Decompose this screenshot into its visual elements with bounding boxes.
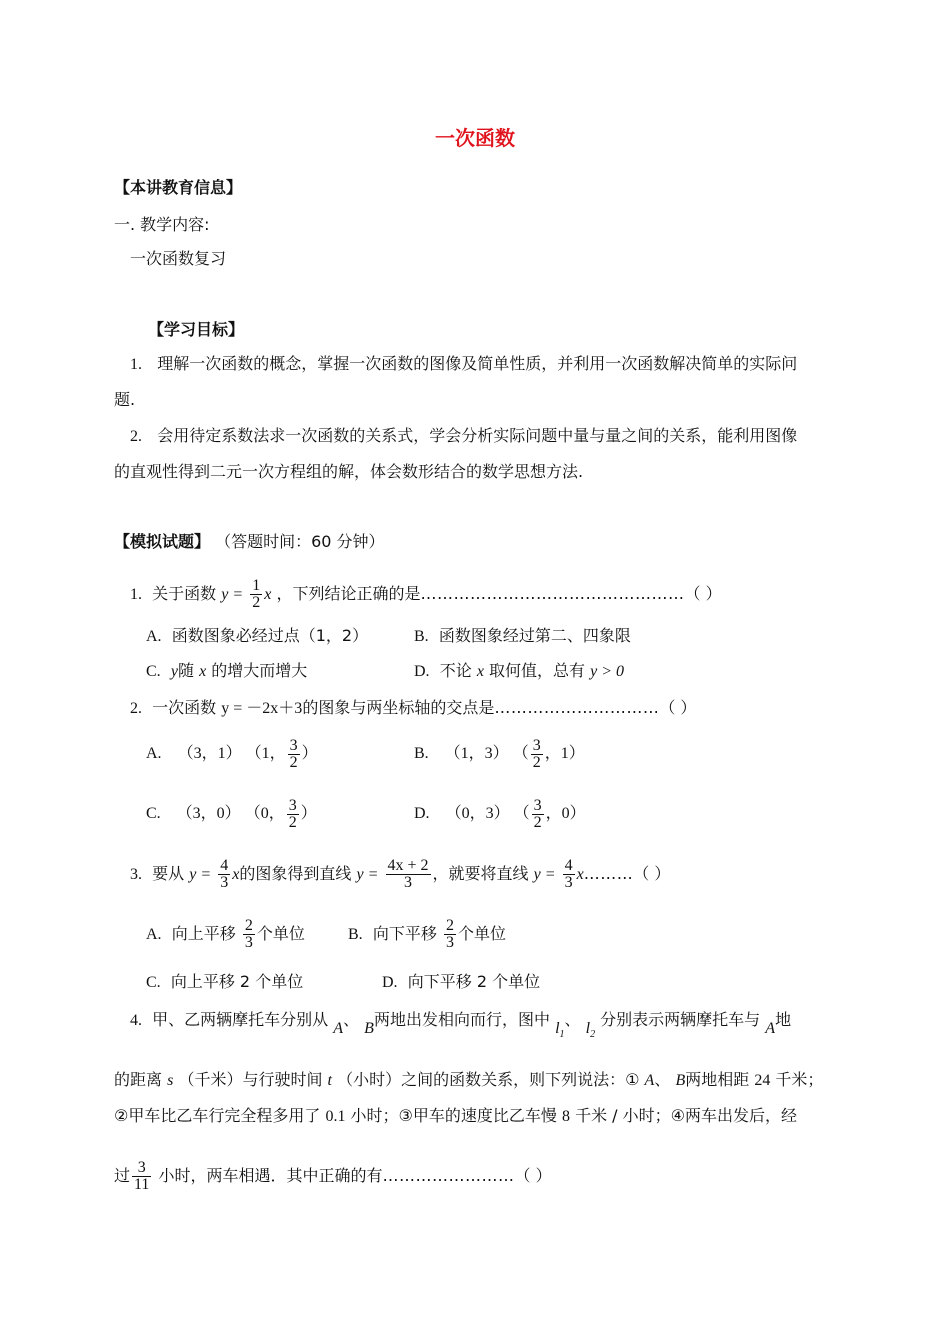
q4-text-distance: 的距离 xyxy=(114,1070,163,1089)
q2-b-point2-open: （ xyxy=(512,745,529,762)
q1-d-expr: y > 0 xyxy=(590,663,625,680)
q3-var-3: x xyxy=(576,866,584,883)
q2-c-point2-close: ） xyxy=(300,805,317,822)
q4-text-a: 甲、乙两辆摩托车分别从 xyxy=(152,1010,329,1029)
q4-l2-letter: l xyxy=(585,1020,591,1037)
q4-l2-sub: 2 xyxy=(590,1029,596,1040)
q2-a-point2-close: ） xyxy=(301,745,318,762)
q2-b-frac-num: 3 xyxy=(532,736,541,754)
q4-text-apart: 两地相距 xyxy=(685,1070,750,1089)
q4-text-speed: 小时；③甲车的速度比乙车慢 xyxy=(350,1106,557,1125)
q1-d-mid: 取何值，总有 xyxy=(489,661,586,680)
q2-d-frac-den: 2 xyxy=(533,813,542,831)
q4-text-relation: （小时）之间的函数关系，则下列说法：① xyxy=(337,1070,640,1089)
q1-frac-den: 2 xyxy=(252,594,261,611)
q1-b-label: B. xyxy=(414,628,429,645)
q1-a-text: 函数图象必经过点（1，2） xyxy=(171,626,369,645)
q4-line-l1 xyxy=(555,1020,565,1040)
q3-f2-den: 3 xyxy=(404,874,413,891)
q2-option-a xyxy=(146,736,318,772)
q1-c-var1: y xyxy=(170,663,178,680)
q2-b-frac-den: 2 xyxy=(532,753,541,771)
q2-d-point2-close: ，0） xyxy=(545,805,586,822)
q3-number: 3. xyxy=(130,866,142,883)
q3-fraction-2 xyxy=(386,858,431,891)
q4-place-a-3: A xyxy=(644,1072,655,1089)
q2-b-fraction xyxy=(531,738,543,771)
q1-option-d xyxy=(414,661,624,682)
q4-number: 4. xyxy=(130,1012,142,1029)
q2-a-point2-open: （1， xyxy=(245,745,286,762)
q4-sep-2: 、 xyxy=(564,1010,581,1029)
q1-answer-paren: （ ） xyxy=(684,584,722,603)
q3-eq2: y = xyxy=(356,866,379,883)
q4-place-a: A xyxy=(333,1020,344,1037)
q3-b-unit: 个单位 xyxy=(457,924,506,943)
q4-text-conclusion: 小时，两车相遇．其中正确的有 xyxy=(158,1166,383,1185)
q3-eq3: y = xyxy=(533,866,556,883)
q2-c-point2-open: （0， xyxy=(244,805,285,822)
q1-d-label: D. xyxy=(414,663,430,680)
q2-d-label: D. xyxy=(414,805,430,822)
q3-fraction-3 xyxy=(563,858,575,891)
q2-a-point1: （3，1） xyxy=(177,745,242,762)
q2-prefix: 一次函数 xyxy=(152,698,217,717)
q2-option-c xyxy=(146,796,317,832)
q4-frac-num: 3 xyxy=(132,1160,151,1177)
q2-option-b xyxy=(414,736,585,772)
q2-c-fraction xyxy=(287,798,299,831)
goal-1-number: 1. xyxy=(130,356,142,373)
q4-text-time: （千米）与行驶时间 xyxy=(178,1070,323,1089)
q3-f3-den: 3 xyxy=(564,874,573,891)
q1-suffix: ，下列结论正确的是 xyxy=(276,584,421,603)
q3-mid2: ，就要将直线 xyxy=(432,864,529,883)
q4-frac-den: 11 xyxy=(134,1176,150,1193)
q3-option-a xyxy=(146,916,305,953)
q2-option-d xyxy=(414,796,586,832)
q3-d-text: 向下平移 2 个单位 xyxy=(407,972,541,991)
q1-c-label: C. xyxy=(146,663,161,680)
q1-var: x xyxy=(264,586,272,603)
q2-a-frac-num: 3 xyxy=(289,736,298,754)
q3-fraction-1 xyxy=(218,858,230,891)
q1-c-var2: x xyxy=(199,663,207,680)
q4-text-km: 千米； xyxy=(775,1070,824,1089)
q4-place-b: B xyxy=(364,1020,374,1037)
q4-sep-3: 、 xyxy=(654,1070,671,1089)
q4-line-l2 xyxy=(585,1020,596,1040)
q1-option-c xyxy=(146,661,307,682)
q3-option-c xyxy=(146,972,303,993)
q2-number: 2. xyxy=(130,700,142,717)
content-topic: 一次函数复习 xyxy=(130,249,227,268)
goal-2-continuation: 的直观性得到二元一次方程组的解，体会数形结合的数学思想方法. xyxy=(114,462,584,481)
q4-fraction xyxy=(132,1160,151,1193)
q1-a-label: A. xyxy=(146,628,162,645)
learning-goals-header: 【学习目标】 xyxy=(148,320,245,339)
q2-b-point1: （1，3） xyxy=(444,745,509,762)
q2-a-fraction xyxy=(288,738,300,771)
goal-2-number: 2. xyxy=(130,428,142,445)
q1-number: 1. xyxy=(130,586,142,603)
q1-c-mid: 随 xyxy=(177,661,194,680)
q3-prefix: 要从 xyxy=(152,864,185,883)
q1-d-pre: 不论 xyxy=(439,661,472,680)
q2-a-frac-den: 2 xyxy=(289,753,298,771)
section-teaching-content: 一. 教学内容: xyxy=(114,215,210,234)
q1-d-var: x xyxy=(476,663,484,680)
exam-header-line xyxy=(114,532,385,552)
q2-suffix: 的图象与两坐标轴的交点是 xyxy=(302,698,495,717)
q3-a-frac-num: 2 xyxy=(244,917,253,934)
q3-eq1: y = xyxy=(189,866,212,883)
goal-1-continuation: 题. xyxy=(114,390,136,409)
q1-b-text: 函数图象经过第二、四象限 xyxy=(438,626,631,645)
q4-place-b-2: B xyxy=(675,1072,686,1089)
q1-dots: ………………………………………… xyxy=(420,584,685,603)
q3-b-frac-num: 2 xyxy=(445,917,454,934)
q4-answer-paren: （ ） xyxy=(514,1166,552,1185)
q3-d-label: D. xyxy=(382,974,398,991)
q4-text-extra-time: ②甲车比乙车行完全程多用了 xyxy=(114,1106,321,1125)
q3-dots: ……… xyxy=(583,864,634,883)
exam-time: （答题时间：60 分钟） xyxy=(215,532,385,551)
q4-dots: …………………… xyxy=(382,1166,515,1185)
q3-f1-den: 3 xyxy=(220,874,229,891)
q3-c-label: C. xyxy=(146,974,161,991)
q3-a-text: 向上平移 xyxy=(171,924,236,943)
q2-d-point1: （0，3） xyxy=(445,805,510,822)
q2-answer-paren: （ ） xyxy=(659,698,697,717)
goal-2 xyxy=(130,426,797,447)
q4-diff-value: 0.1 xyxy=(325,1108,346,1125)
q4-text-meet: 千米 / 小时；④两车出发后，经 xyxy=(575,1106,798,1125)
q4-l1-sub: 1 xyxy=(559,1029,565,1040)
q1-c-text: 的增大而增大 xyxy=(211,661,308,680)
q4-place-a-2: A xyxy=(765,1020,776,1037)
question-1 xyxy=(130,576,722,613)
q1-equation: y = xyxy=(221,586,244,603)
q3-b-frac-den: 3 xyxy=(445,934,454,951)
question-3 xyxy=(130,856,670,893)
question-2 xyxy=(130,698,696,719)
q2-a-label: A. xyxy=(146,745,162,762)
q4-sep: 、 xyxy=(343,1010,360,1029)
q3-a-label: A. xyxy=(146,926,162,943)
page-title: 一次函数 xyxy=(435,126,515,150)
q1-option-a xyxy=(146,626,368,647)
q3-f1-num: 4 xyxy=(220,857,229,874)
q3-b-fraction xyxy=(444,918,456,951)
question-4-line-3 xyxy=(114,1106,797,1127)
q2-b-label: B. xyxy=(414,745,429,762)
q1-frac-num: 1 xyxy=(252,577,261,594)
q4-text-c: 分别表示两辆摩托车与 xyxy=(600,1010,761,1029)
question-4-line-2 xyxy=(114,1070,823,1091)
goal-1 xyxy=(130,354,797,375)
q2-c-point1: （3，0） xyxy=(176,805,241,822)
q1-fraction xyxy=(250,578,262,611)
q1-option-b xyxy=(414,626,631,647)
q1-prefix: 关于函数 xyxy=(152,584,217,603)
q3-f2-num: 4x + 2 xyxy=(387,857,429,874)
question-4-line-4 xyxy=(114,1158,552,1194)
q3-a-unit: 个单位 xyxy=(256,924,305,943)
q3-b-label: B. xyxy=(348,926,363,943)
q3-var-1: x xyxy=(232,866,240,883)
q4-text-b: 两地出发相向而行，图中 xyxy=(373,1010,550,1029)
q3-a-frac-den: 3 xyxy=(244,934,253,951)
q3-answer-paren: （ ） xyxy=(633,864,671,883)
q4-text-after: 过 xyxy=(114,1166,131,1185)
education-info-header: 【本讲教育信息】 xyxy=(114,178,243,197)
q2-d-fraction xyxy=(532,798,544,831)
q3-b-text: 向下平移 xyxy=(372,924,437,943)
q2-equation: y = －2x＋3 xyxy=(221,700,303,717)
q2-dots: ………………………… xyxy=(494,698,660,717)
q2-c-frac-den: 2 xyxy=(288,813,297,831)
q4-distance-value: 24 xyxy=(754,1072,771,1089)
exam-header: 【模拟试题】 xyxy=(114,532,211,551)
q3-option-d xyxy=(382,972,540,993)
q3-f3-num: 4 xyxy=(564,857,573,874)
q3-option-b xyxy=(348,916,506,953)
q2-d-frac-num: 3 xyxy=(533,796,542,814)
q4-var-t: t xyxy=(327,1072,332,1089)
q2-d-point2-open: （ xyxy=(513,805,530,822)
q4-text-d: 地 xyxy=(775,1010,792,1029)
q2-b-point2-close: ，1） xyxy=(544,745,585,762)
q4-speed-value: 8 xyxy=(562,1108,570,1125)
goal-2-text: 会用待定系数法求一次函数的关系式，学会分析实际问题中量与量之间的关系，能利用图像 xyxy=(157,426,798,445)
q2-c-label: C. xyxy=(146,805,161,822)
goal-1-text: 理解一次函数的概念，掌握一次函数的图像及简单性质，并利用一次函数解决简单的实际问 xyxy=(157,354,798,373)
q3-c-text: 向上平移 2 个单位 xyxy=(170,972,304,991)
q4-var-s: s xyxy=(167,1072,174,1089)
q2-c-frac-num: 3 xyxy=(288,796,297,814)
q3-mid: 的图象得到直线 xyxy=(239,864,352,883)
question-4-line-1 xyxy=(130,1010,791,1045)
q3-a-fraction xyxy=(243,918,255,951)
q4-l1-letter: l xyxy=(555,1020,560,1037)
